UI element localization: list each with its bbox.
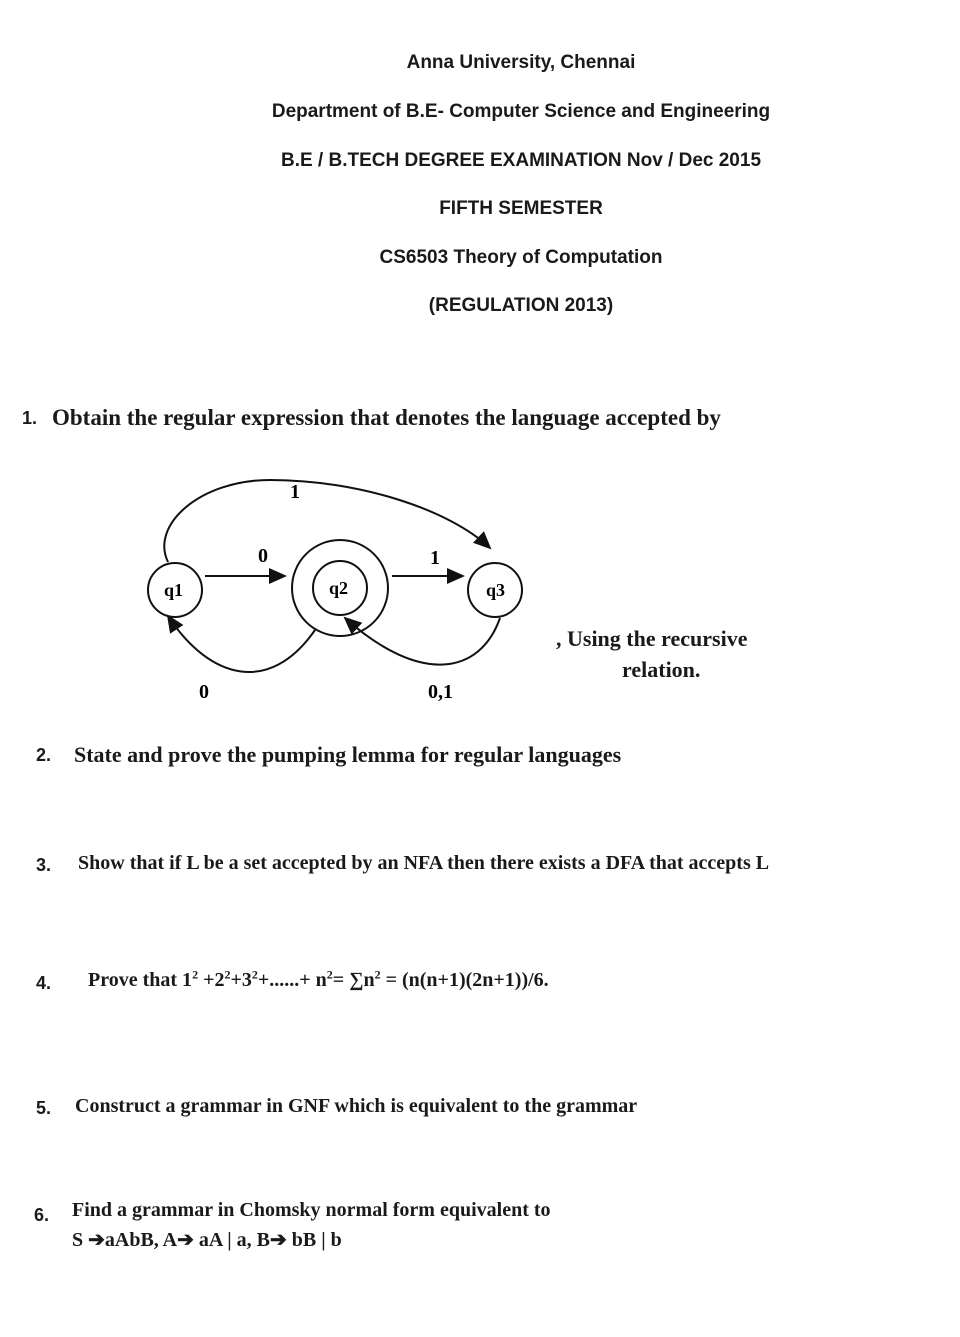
edge-label-q1-q2: 0 [258,545,268,567]
diagram-caption-line1: , Using the recursive [556,626,748,651]
question-number: 6. [34,1205,50,1225]
grammar-productions: S ➔aAbB, A➔ aA | a, B➔ bB | b [72,1229,342,1251]
edge-label-q3-q2: 0,1 [428,681,453,703]
edge-label-q2-q1: 0 [199,681,209,703]
semester: FIFTH SEMESTER [439,198,603,219]
edge-q2-q1 [168,616,315,672]
department-name: Department of B.E- Computer Science and Engineering [271,101,771,122]
edge-q1-q3 [164,480,490,562]
question-text-prefix: Prove that 1 [88,969,193,991]
dfa-diagram [130,470,560,720]
edge-label-q2-q3: 1 [430,547,440,569]
state-label-q1: q1 [164,580,184,600]
diagram-caption-line2: relation. [622,657,701,682]
question-number: 3. [36,855,52,875]
course-title: CS6503 Theory of Computation [379,247,663,268]
question-number: 5. [36,1098,52,1118]
question-number: 4. [36,973,52,993]
question-text-suffix: = (n(n+1)(2n+1))/6. [380,969,549,991]
question-text: Find a grammar in Chomsky normal form equivalent to [72,1199,551,1221]
edge-q3-q2 [345,618,500,665]
question-text: State and prove the pumping lemma for regular languages [74,742,622,767]
edge-label-q1-q3: 1 [290,481,300,503]
question-text: Construct a grammar in GNF which is equivalent to the grammar [75,1095,638,1117]
question-text: Show that if L be a set accepted by an NFA then there exists a DFA that accepts L [78,852,770,874]
regulation: (REGULATION 2013) [428,295,614,316]
question-text: Prove that $1^2 +2^2+3^2+......+ n^2= \sum n^2 = (n(n+1)(2n+1))/6$. [88,967,549,991]
exam-title: B.E / B.TECH DEGREE EXAMINATION Nov / Dec 2015 [280,150,762,171]
state-label-q2: q2 [329,578,349,598]
question-number: 2. [36,745,52,765]
state-label-q3: q3 [486,580,506,600]
question-number: 1. [22,408,38,428]
university-name: Anna University, Chennai [406,52,636,73]
question-text: Obtain the regular expression that denotes the language accepted by [52,405,721,430]
